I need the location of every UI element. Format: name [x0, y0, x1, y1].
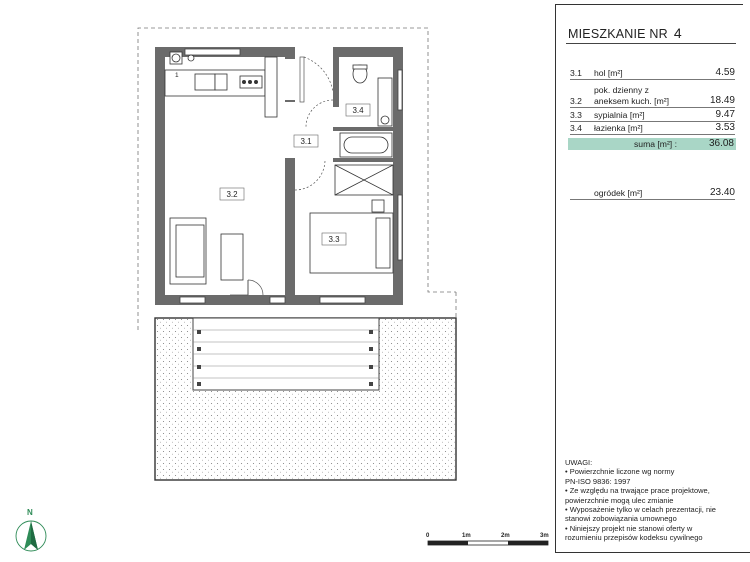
notes-line: powierzchnie mogą ulec zmianie	[565, 495, 674, 505]
room-row-number: 3.2	[570, 96, 582, 106]
kitchen-counter	[165, 52, 277, 117]
north-arrow-icon	[16, 521, 46, 551]
room-row-name: hol [m²]	[594, 68, 623, 78]
apartment-title-text: MIESZKANIE NR	[568, 27, 668, 41]
room-label-3-4: 3.4	[352, 106, 364, 115]
kitchen-marker: 1	[175, 72, 179, 79]
terrace	[193, 318, 379, 390]
room-row-3-1	[570, 68, 735, 80]
notes-line: • Wyposażenie tylko w celach prezentacji, nie	[565, 505, 716, 515]
notes-line: PN-ISO 9836: 1997	[565, 476, 631, 486]
room-row-3-4	[570, 123, 735, 135]
room-row-3-2	[570, 96, 735, 108]
scale-label-3m: 3m	[540, 533, 549, 539]
garden-area-value: 23.40	[709, 187, 735, 198]
room-row-name: sypialnia [m²]	[594, 110, 645, 120]
garden-row	[570, 188, 735, 200]
wardrobe	[335, 165, 393, 195]
room-row-name-line1: pok. dzienny z	[594, 85, 649, 95]
notes-line: rozumieniu przepisów kodeksu cywilnego	[565, 533, 703, 543]
room-row-area: 18.49	[709, 95, 735, 106]
room-label-3-3: 3.3	[328, 235, 340, 244]
room-row-area: 3.53	[715, 122, 735, 133]
room-row-3-2-line1	[570, 85, 735, 95]
room-row-area: 9.47	[715, 109, 735, 120]
scale-label-1m: 1m	[462, 533, 471, 539]
notes-line: stanowi zobowiązania umownego	[565, 514, 677, 524]
room-row-area: 4.59	[715, 67, 735, 78]
total-area-row	[568, 138, 736, 150]
room-row-3-3	[570, 110, 735, 122]
room-row-name: aneksem kuch. [m²]	[594, 96, 669, 106]
notes-line: • Niniejszy projekt nie stanowi oferty w	[565, 523, 693, 533]
total-area-value: 36.08	[708, 138, 734, 149]
total-area-label: suma [m²] :	[634, 139, 677, 149]
living-furniture	[170, 218, 243, 284]
room-row-number: 3.3	[570, 110, 582, 120]
apartment-title	[568, 25, 682, 41]
room-label-3-1: 3.1	[300, 137, 312, 146]
notes-block	[565, 458, 745, 543]
notes-line: • Powierzchnie liczone wg normy	[565, 467, 675, 477]
panel-bottom-rule	[555, 552, 750, 553]
notes-line: UWAGI:	[565, 458, 593, 467]
room-label-3-2: 3.2	[226, 190, 238, 199]
room-row-number: 3.4	[570, 123, 582, 133]
garden-label: ogródek [m²]	[594, 188, 643, 198]
apartment-number: 4	[673, 25, 682, 41]
scale-bar	[428, 541, 548, 545]
room-row-name: łazienka [m²]	[594, 123, 643, 133]
scale-label-0: 0	[426, 533, 430, 539]
scale-label-2m: 2m	[501, 533, 510, 539]
room-row-number: 3.1	[570, 68, 582, 78]
title-rule	[566, 43, 736, 44]
north-label: N	[27, 508, 33, 517]
notes-line: • Ze względu na trwające prace projektowe,	[565, 486, 710, 496]
